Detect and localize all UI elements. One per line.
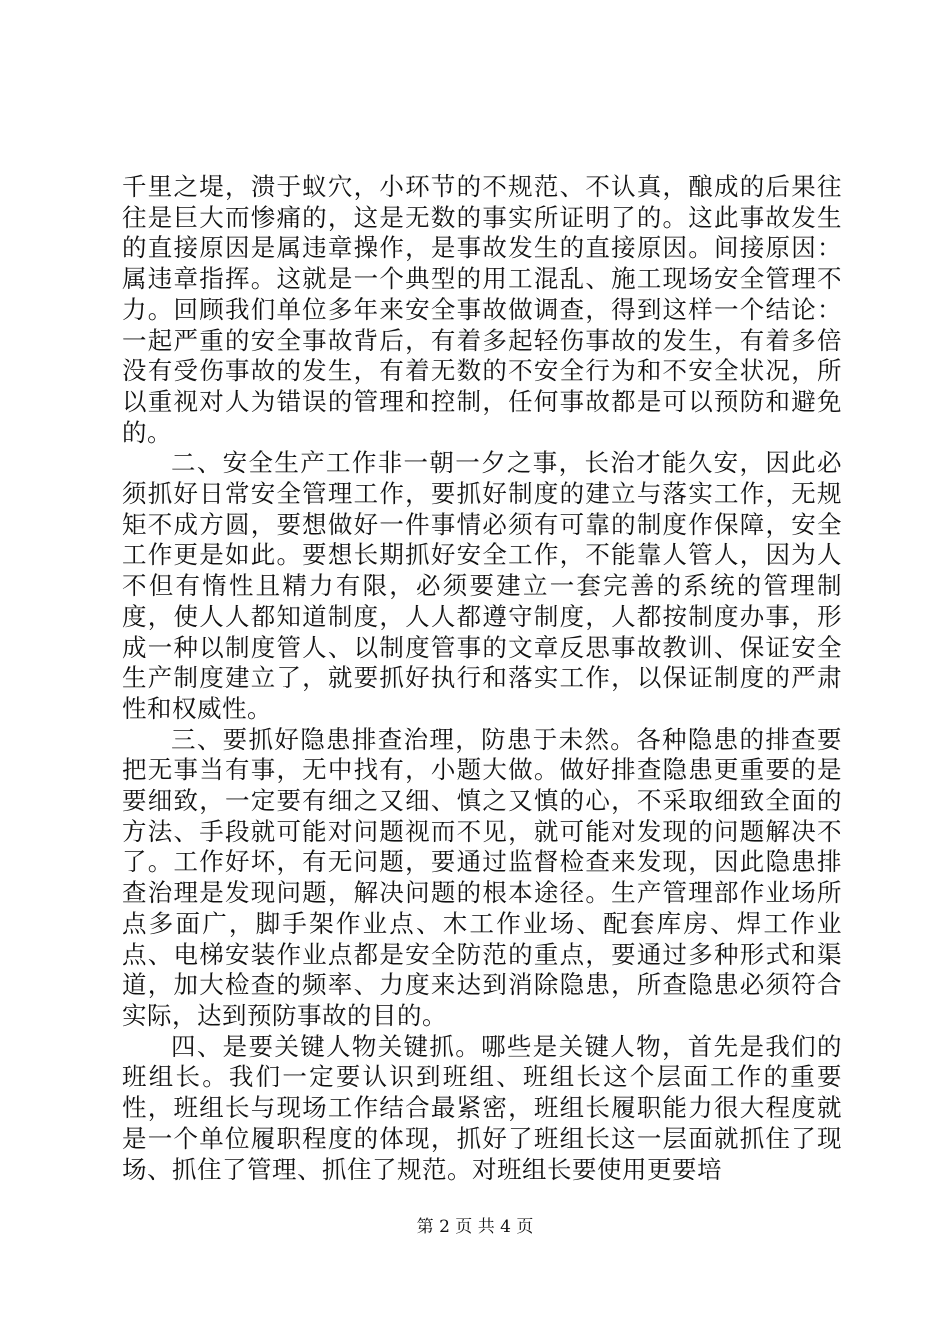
paragraph-2: 二、安全生产工作非一朝一夕之事，长治才能久安，因此必须抓好日常安全管理工作，要抓好制度的建立与落实工作，无规矩不成方圆，要想做好一件事情必须有可靠的制度作保障，安全工作更是如此。要想长期抓好安全工作，不能靠人管人，因为人不但有惰性且精力有限，必须要建立一套完善的系统的管理制度，使人人都知道制度，人人都遵守制度，人都按制度办事，形成一种以制度管人、以制度管事的文章反思事故教训、保证安全生产制度建立了，就要抓好执行和落实工作，以保证制度的严肃性和权威性。 (122, 448, 842, 723)
paragraph-3: 三、要抓好隐患排查治理，防患于未然。各种隐患的排查要把无事当有事，无中找有，小题大做。做好排查隐患更重要的是要细致，一定要有细之又细、慎之又慎的心，不采取细致全面的方法、手段就可能对问题视而不见，就可能对发现的问题解决不了。工作好坏，有无问题，要通过监督检查来发现，因此隐患排查治理是发现问题，解决问题的根本途径。生产管理部作业场所点多面广，脚手架作业点、木工作业场、配套库房、焊工作业点、电梯安装作业点都是安全防范的重点，要通过多种形式和渠道，加大检查的频率、力度来达到消除隐患，所查隐患必须符合实际，达到预防事故的目的。 (122, 724, 842, 1030)
paragraph-1: 千里之堤，溃于蚁穴，小环节的不规范、不认真，酿成的后果往往是巨大而惨痛的，这是无数的事实所证明了的。这此事故发生的直接原因是属违章操作，是事故发生的直接原因。间接原因：属违章指挥。这就是一个典型的用工混乱、施工现场安全管理不力。回顾我们单位多年来安全事故做调查，得到这样一个结论：一起严重的安全事故背后，有着多起轻伤事故的发生，有着多倍没有受伤事故的发生，有着无数的不安全行为和不安全状况，所以重视对人为错误的管理和控制，任何事故都是可以预防和避免的。 (122, 172, 842, 447)
document-body (122, 172, 842, 1185)
page-number-footer: 第 2 页 共 4 页 (416, 1217, 534, 1237)
paragraph-4: 四、是要关键人物关键抓。哪些是关键人物，首先是我们的班组长。我们一定要认识到班组、班组长这个层面工作的重要性，班组长与现场工作结合最紧密，班组长履职能力很大程度就是一个单位履职程度的体现，抓好了班组长这一层面就抓住了现场、抓住了管理、抓住了规范。对班组长要使用更要培 (122, 1031, 842, 1184)
